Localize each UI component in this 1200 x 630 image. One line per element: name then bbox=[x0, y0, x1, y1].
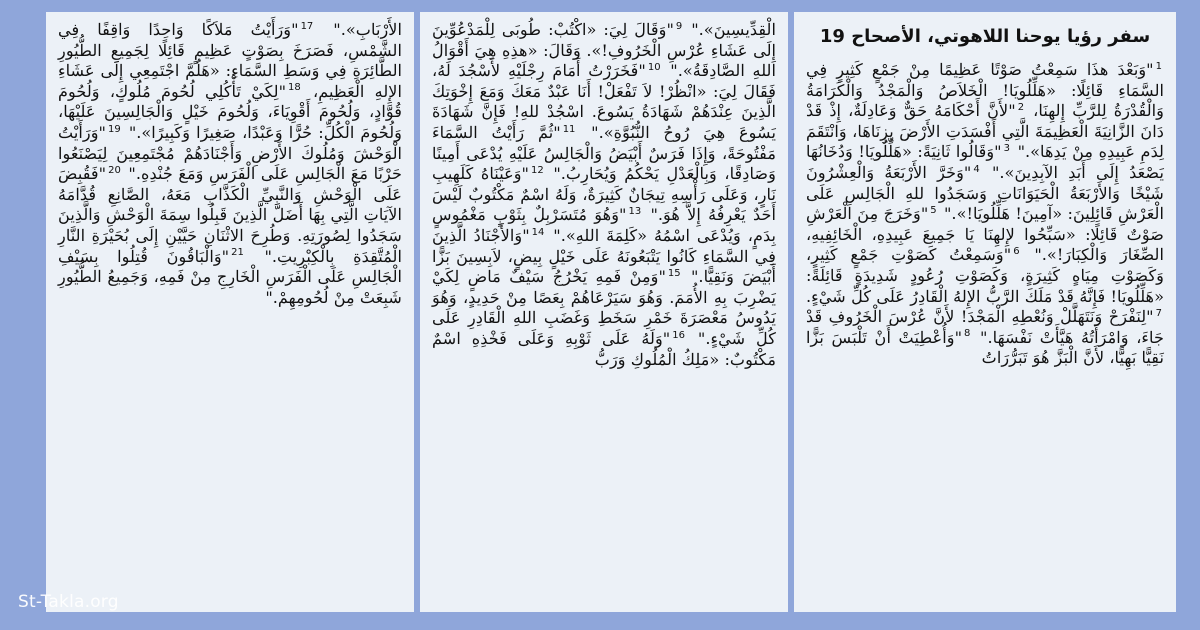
verse-text: "وَهُوَ مُتَسَرْبِلٌ بِثَوْبٍ مَغْمُوسٍ بِدَمٍ، وَيُدْعَى اسْمُهُ «كَلِمَةَ اللهِ»." bbox=[432, 205, 776, 245]
verse-text: "وَأُعْطِيَتْ أَنْ تَلْبَسَ بَزًّا نَقِيًّا بَهِيًّا، لأَنَّ الْبَزَّ هُوَ تَبَرُّرَاتُ bbox=[806, 327, 1164, 368]
verse-text: "وَعَيْنَاهُ كَلَهِيبِ نَارٍ، وَعَلَى رَأْسِهِ تِيجَانٌ كَثِيرَةٌ، وَلَهُ اسْمٌ مَكْتُوبٌ لَيْسَ أَحَدٌ يَعْرِفُهُ إِلاَّ هُوَ." bbox=[432, 164, 777, 225]
verse-number: 18 bbox=[288, 82, 301, 94]
verse-number: 7 bbox=[1155, 307, 1162, 319]
verse-text: "فَقُبِضَ عَلَى الْوَحْشِ وَالنَّبِيِّ الْكَذَّابِ مَعَهُ، الصَّانِعِ قُدَّامَهُ الآيَاتِ الَّتِي بِهَا أَضَلَّ الَّذِينَ قَبِلُوا سِمَةَ الْوَحْشِ وَالَّذِينَ سَجَدُوا لِصُورَتِهِ. وَطُرِحَ الاثْنَانِ حَيَّيْنِ إِلَى بُحَيْرَةِ النَّارِ الْمُتَّقِدَةِ بِالْكِبْرِيتِ." bbox=[58, 164, 402, 266]
verse-number: 2 bbox=[1017, 101, 1025, 113]
verse-number: 20 bbox=[108, 164, 121, 176]
verse-text: "وَلَهُ عَلَى ثَوْبِهِ وَعَلَى فَخْذِهِ اسْمٌ مَكْتُوبٌ: «مَلِكُ الْمُلُوكِ وَرَبُّ bbox=[432, 328, 776, 369]
verse-number: 14 bbox=[531, 226, 545, 238]
verse-number: 21 bbox=[231, 247, 244, 259]
column-right bbox=[794, 12, 1176, 612]
verse-text: "وَخَرَّ الأَرْبَعَةُ وَالْعِشْرُونَ شَيْخًا وَالأَرْبَعَةُ الْحَيَوَانَاتِ وَسَجَدُوا للهِ الْجَالِسِ عَلَى الْعَرْشِ قَائِلِينَ: «آمِينَ! هَلِّلُويَا!»." bbox=[806, 162, 1164, 224]
verse-number: 17 bbox=[300, 20, 314, 32]
verse-text: "وَالأَجْنَادُ الَّذِينَ فِي السَّمَاءِ كَانُوا يَتْبَعُونَهُ عَلَى خَيْلٍ بِيضٍ، لاَبِسِينَ بَزًّا أَبْيَضَ وَنَقِيًّا." bbox=[432, 225, 776, 287]
verse-number: 9 bbox=[675, 20, 683, 32]
verse-text: "ثُمَّ رَأَيْتُ السَّمَاءَ مَفْتُوحَةً، وَإِذَا فَرَسٌ أَبْيَضُ وَالْجَالِسُ عَلَيْهِ يُدْعَى أَمِينًا وَصَادِقًا، وَبِالْعَدْلِ يَحْكُمُ وَيُحَارِبُ." bbox=[432, 122, 776, 184]
verse-number: 13 bbox=[628, 205, 642, 217]
verse-number: 19 bbox=[107, 123, 121, 135]
chapter-title: سفر رؤيا يوحنا اللاهوتي، الأصحاح 19 bbox=[819, 26, 1151, 47]
verse-number: 6 bbox=[1013, 245, 1020, 257]
verse-text: "وَرَأَيْتُ مَلاَكًا وَاحِدًا وَاقِفًا فِي الشَّمْسِ، فَصَرَخَ بِصَوْتٍ عَظِيمٍ قَائِلًا لِجَمِيعِ الطُّيُورِ الطَّائِرَةِ فِي وَسَطِ السَّمَاءِ: «هَلُمَّ اجْتَمِعِي إِلَى عَشَاءِ الإِلهِ الْعَظِيمِ، bbox=[58, 20, 402, 101]
verses-middle bbox=[432, 20, 776, 370]
verse-number: 3 bbox=[1003, 142, 1011, 154]
verse-number: 8 bbox=[964, 328, 971, 340]
verse-text: "وَبَعْدَ هذَا سَمِعْتُ صَوْتًا عَظِيمًا مِنْ جَمْعٍ كَثِيرٍ فِي السَّمَاءِ قَائِلًا: «هَلِّلُويَا! الْخَلاَصُ وَالْمَجْدُ وَالْكَرَامَةُ وَالْقُدْرَةُ لِلرَّبِّ إِلهِنَا، bbox=[806, 60, 1164, 121]
verse-text: "وَخَرَجَ مِنَ الْعَرْشِ صَوْتٌ قَائِلًا: «سَبِّحُوا لإِلهِنَا يَا جَمِيعَ عَبِيدِهِ، الْخَائِفِيهِ، الصِّغَارَ وَالْكِبَارَ!»." bbox=[806, 204, 1164, 265]
verse-text: الأَرْبَابِ»." bbox=[333, 20, 402, 39]
verse bbox=[691, 20, 776, 39]
verse-number: 12 bbox=[531, 164, 544, 176]
verse bbox=[333, 20, 402, 39]
verse-text: الْقِدِّيسِينَ»." bbox=[691, 20, 776, 39]
verses-left bbox=[58, 20, 402, 308]
verse-text: "فَخَرَرْتُ أَمَامَ رِجْلَيْهِ لأَسْجُدَ لَهُ، فَقَالَ لِيَ: «انْظُرْ! لاَ تَفْعَلْ! أَنَا عَبْدٌ مَعَكَ وَمَعَ إِخْوَتِكَ الَّذِينَ عِنْدَهُمْ شَهَادَةُ يَسُوعَ. اسْجُدْ للهِ! فَإِنَّ شَهَادَةَ يَسُوعَ هِيَ رُوحُ النُّبُوَّةِ»." bbox=[432, 61, 776, 142]
verse-number: 11 bbox=[562, 123, 576, 135]
verse-number: 5 bbox=[930, 204, 937, 216]
verse-number: 4 bbox=[973, 163, 980, 175]
verse-text: "وَسَمِعْتُ كَصَوْتِ جَمْعٍ كَثِيرٍ، وَكَصَوْتِ مِيَاهٍ كَثِيرَةٍ، وَكَصَوْتِ رُعُودٍ شَدِيدَةٍ قَائِلَةً: «هَلِّلُويَا! فَإِنَّهُ قَدْ مَلَكَ الرَّبُّ الإِلهُ الْقَادِرُ عَلَى كُلِّ شَيْءٍ. bbox=[806, 245, 1164, 306]
verse-number: 10 bbox=[647, 61, 661, 73]
verse-text: "وَمِنْ فَمِهِ يَخْرُجُ سَيْفٌ مَاضٍ لِكَيْ يَضْرِبَ بِهِ الأُمَمَ. وَهُوَ سَيَرْعَاهُمْ بِعَصًا مِنْ حَدِيدٍ، وَهُوَ يَدُوسُ مَعْصَرَةَ خَمْرِ سَخَطِ وَغَضَبِ اللهِ الْقَادِرِ عَلَى كُلِّ شَيْءٍ." bbox=[432, 267, 776, 348]
verse-text: "وَقَالُوا ثَانِيَةً: «هَلِّلُويَا! وَدُخَانُهَا يَصْعَدُ إِلَى أَبَدِ الآبِدِينَ»." bbox=[806, 142, 1164, 182]
verse-text: "لأَنَّ أَحْكَامَهُ حَقٌّ وَعَادِلَةٌ، إِذْ قَدْ دَانَ الزَّانِيَةَ الْعَظِيمَةَ الَّتِي أَفْسَدَتِ الأَرْضَ بِزِنَاهَا، وَانْتَقَمَ لِدَمِ عَبِيدِهِ مِنْ يَدِهَا»." bbox=[806, 101, 1164, 162]
verse-text: "لِكَيْ تَأْكُلِي لُحُومَ مُلُوكٍ، وَلُحُومَ قُوَّادٍ، وَلُحُومَ أَقْوِيَاءَ، وَلُحُومَ خَيْلٍ وَالْجَالِسِينَ عَلَيْهَا، وَلُحُومَ الْكُلِّ: حُرًّا وَعَبْدًا، صَغِيرًا وَكَبِيرًا»." bbox=[58, 81, 402, 142]
column-middle bbox=[420, 12, 788, 612]
verse-text: "لِنَفْرَحْ وَنَتَهَلَّلْ وَنُعْطِهِ الْمَجْدَ! لأَنَّ عُرْسَ الْخَرُوفِ قَدْ جَاءَ، وَامْرَأَتُهُ هَيَّأَتْ نَفْسَهَا." bbox=[806, 307, 1164, 347]
verse-number: 15 bbox=[667, 267, 681, 279]
verse-number: 1 bbox=[1155, 60, 1162, 72]
site-watermark: St-Takla.org bbox=[18, 592, 119, 612]
verse-text: "وَقَالَ لِيَ: «اكْتُبْ: طُوبَى لِلْمَدْعُوِّينَ إِلَى عَشَاءِ عُرْسِ الْخَرُوفِ!». وَقَالَ: «هذِهِ هِيَ أَقْوَالُ اللهِ الصَّادِقَةُ»." bbox=[432, 20, 776, 81]
verses-right bbox=[806, 60, 1164, 369]
verse-number: 16 bbox=[672, 329, 685, 341]
column-left bbox=[46, 12, 414, 612]
verse-text: "وَالْبَاقُونَ قُتِلُوا بِسَيْفِ الْجَالِسِ عَلَى الْفَرَسِ الْخَارِجِ مِنْ فَمِهِ، وَجَمِيعُ الطُّيُورِ شَبِعَتْ مِنْ لُحُومِهِمْ." bbox=[58, 246, 402, 307]
verse-text: "وَرَأَيْتُ الْوَحْشَ وَمُلُوكَ الأَرْضِ وَأَجْنَادَهُمْ مُجْتَمِعِينَ لِيَصْنَعُوا حَرْبًا مَعَ الْجَالِسِ عَلَى الْفَرَسِ وَمَعَ جُنْدِهِ." bbox=[58, 122, 402, 184]
